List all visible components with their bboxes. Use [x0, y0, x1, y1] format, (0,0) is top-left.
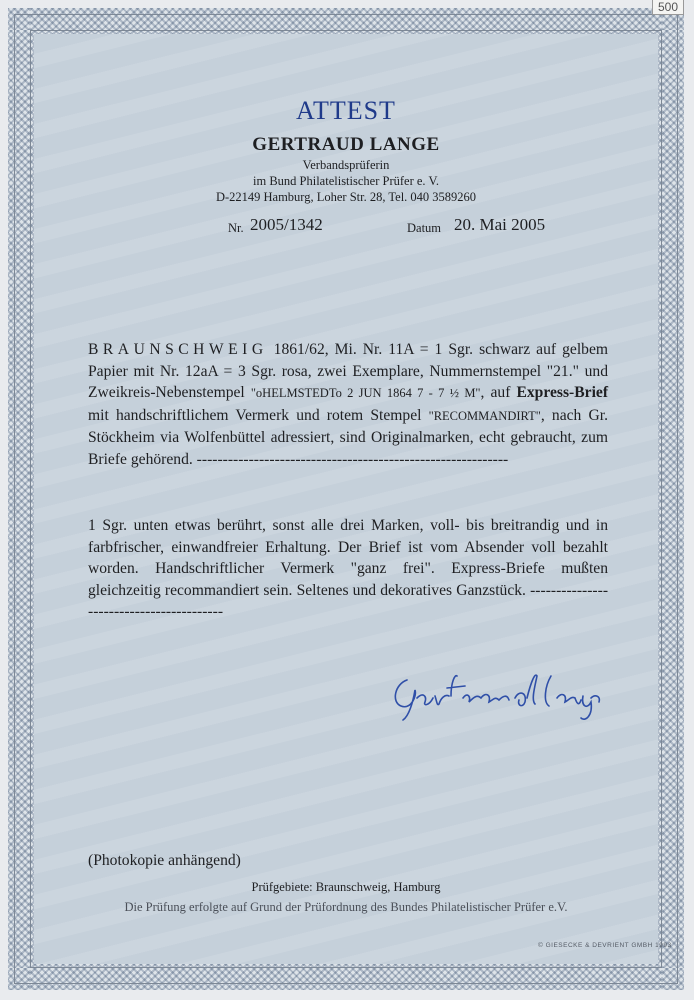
date-value: 20. Mai 2005 [454, 215, 546, 234]
country-name: BRAUNSCHWEIG [88, 341, 268, 358]
dash-filler-2: ----------------------------------------- [88, 581, 609, 620]
postmark-text: "oHELMSTEDTo 2 JUN 1864 7 - 7 ½ M" [250, 386, 481, 400]
description-text-2: , auf [480, 384, 517, 401]
description-text-3: mit handschriftlichem Vermerk und rotem Stempel [88, 406, 429, 424]
description-text-4: , nach Gr. Stöckheim via Wolfenbüttel adressiert, sind Originalmarken, echt gebraucht, zum Briefe gehörend. [88, 406, 609, 468]
printer-imprint: © GIESECKE & DEVRIENT GMBH 1993 [538, 942, 672, 949]
expert-role: Verbandsprüferin [302, 158, 390, 172]
reference-line [0, 215, 694, 239]
certificate-title: ATTEST [296, 96, 396, 125]
expert-address: D-22149 Hamburg, Loher Str. 28, Tel. 040 3589260 [215, 190, 477, 204]
number-value: 2005/1342 [250, 215, 323, 234]
corner-note: 500 [652, 0, 684, 15]
recommandirt-stamp-text: "RECOMMANDIRT" [428, 408, 541, 423]
description-text-1: 1861/62, Mi. Nr. 11A = 1 Sgr. schwarz auf gelbem Papier mit Nr. 12aA = 3 Sgr. rosa, zwei Exemplare, Nummernstempel "21." und Zweikreis-Nebenstempel [88, 341, 608, 401]
date-label: Datum [407, 221, 442, 235]
condition-text: 1 Sgr. unten etwas berührt, sonst alle drei Marken, voll- bis breitrandig und in farbfrischer, einwandfreier Erhaltung. Der Brief ist vom Absender voll bezahlt worden. Handschriftlicher Vermerk "ganz frei". Express-Briefe mußten gleichzeitig recommandiert sein. Seltenes und dekoratives Ganzstück. [88, 517, 608, 599]
express-brief-label: Express-Brief [516, 384, 609, 401]
examination-rules-note: Die Prüfung erfolgte auf Grund der Prüfordnung des Bundes Philatelistischer Prüfer e.V. [124, 900, 568, 914]
condition-paragraph [88, 515, 608, 623]
examination-areas: Prüfgebiete: Braunschweig, Hamburg [251, 880, 441, 894]
expert-name: GERTRAUD LANGE [252, 134, 440, 155]
expert-association: im Bund Philatelistischer Prüfer e. V. [253, 174, 439, 188]
dash-filler-1: ------------------------------------------------------------ [192, 450, 509, 468]
description-paragraph [88, 339, 608, 470]
number-label: Nr. [228, 221, 244, 235]
handwritten-signature [385, 662, 605, 722]
photocopy-note: (Photokopie anhängend) [88, 852, 241, 869]
